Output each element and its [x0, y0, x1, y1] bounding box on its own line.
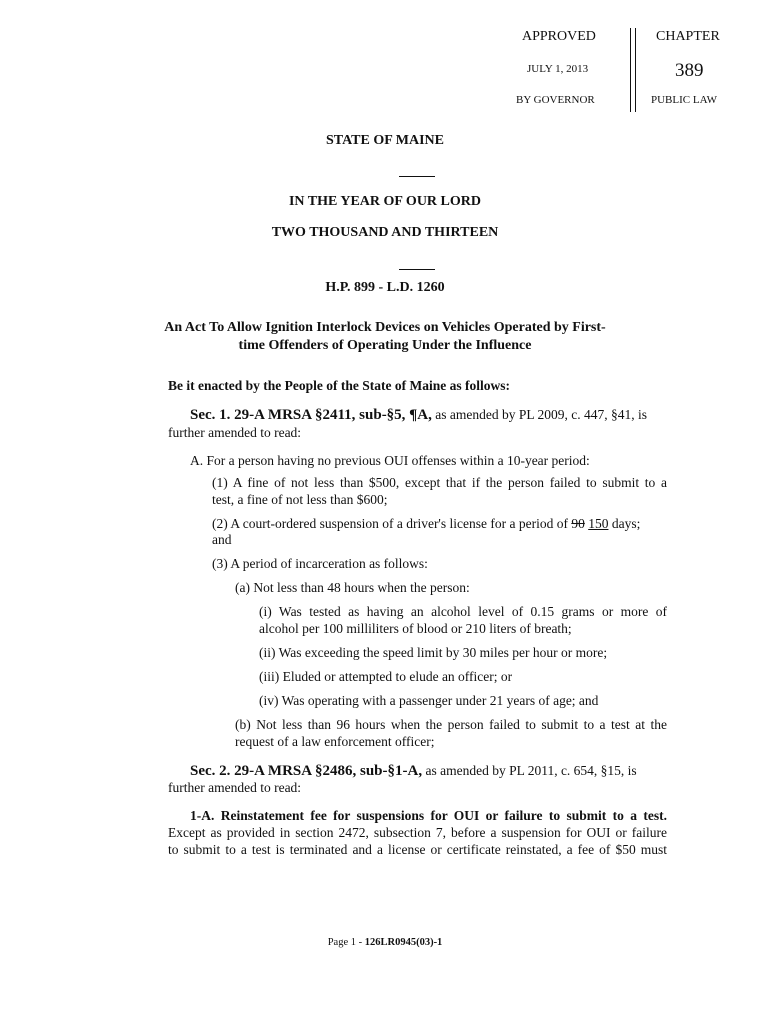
page-footer	[0, 937, 770, 948]
page-number: Page 1 -	[327, 937, 365, 948]
item-2-text: (2) A court-ordered suspension of a driver's license for a period of	[212, 516, 572, 531]
chapter-label: CHAPTER	[656, 29, 720, 44]
section-2-citation: Sec. 2. 29-A MRSA §2486, sub-§1-A,	[190, 763, 423, 779]
document-code: 126LR0945(03)-1	[364, 937, 443, 948]
approval-date: JULY 1, 2013	[527, 63, 589, 75]
section-1-amendment: as amended by PL 2009, c. 447, §41, is	[431, 407, 647, 422]
year-line-1: IN THE YEAR OF OUR LORD	[288, 194, 481, 209]
approved-label: APPROVED	[522, 29, 596, 44]
subitem-b-line-1: (b) Not less than 96 hours when the person failed to submit to a test at the	[235, 717, 667, 732]
title-divider-2	[399, 269, 435, 270]
item-2-line-1	[212, 515, 667, 532]
chapter-number: 389	[675, 60, 704, 81]
paragraph-1a-heading: 1-A. Reinstatement fee for suspensions for OUI or failure to submit to a test.	[190, 808, 667, 823]
paragraph-a: A. For a person having no previous OUI offenses within a 10-year period:	[190, 453, 590, 468]
section-1-citation: Sec. 1. 29-A MRSA §2411, sub-§5, ¶A,	[190, 407, 432, 423]
approved-by: BY GOVERNOR	[516, 94, 595, 106]
paragraph-1a-line-2: Except as provided in section 2472, subsection 7, before a suspension for OUI or failure	[168, 825, 667, 840]
item-1-line-1: (1) A fine of not less than $500, except that if the person failed to submit to a	[212, 475, 667, 490]
subitem-iv: (iv) Was operating with a passenger under 21 years of age; and	[259, 693, 599, 708]
section-2-line-2: further amended to read:	[168, 780, 302, 795]
deleted-text: 90	[571, 516, 585, 531]
subitem-ii: (ii) Was exceeding the speed limit by 30 miles per hour or more;	[259, 645, 608, 660]
subitem-a: (a) Not less than 48 hours when the person:	[235, 580, 470, 595]
item-1-line-2: test, a fine of not less than $600;	[212, 492, 388, 507]
header-divider-right	[635, 28, 636, 112]
paragraph-1a-line-3: to submit to a test is terminated and a license or certificate reinstated, a fee of $50 must	[168, 842, 667, 857]
item-3: (3) A period of incarceration as follows:	[212, 556, 428, 571]
subitem-i-line-2: alcohol per 100 milliliters of blood or 210 liters of breath;	[259, 621, 572, 636]
header-divider-left	[630, 28, 631, 112]
inserted-text: 150	[588, 516, 609, 531]
item-2-line-2: and	[212, 532, 232, 547]
subitem-iii: (iii) Eluded or attempted to elude an officer; or	[259, 669, 513, 684]
act-title-line-2: time Offenders of Operating Under the Influence	[238, 338, 532, 353]
state-title: STATE OF MAINE	[326, 133, 444, 148]
year-line-2: TWO THOUSAND AND THIRTEEN	[271, 225, 499, 240]
enacting-clause: Be it enacted by the People of the State of Maine as follows:	[168, 378, 510, 393]
act-title-line-1: An Act To Allow Ignition Interlock Devices on Vehicles Operated by First-	[164, 320, 606, 335]
section-1-line-2: further amended to read:	[168, 425, 302, 440]
subitem-i-line-1: (i) Was tested as having an alcohol level of 0.15 grams or more of	[259, 604, 667, 619]
section-1-heading	[190, 406, 667, 424]
item-2-suffix: days;	[608, 516, 641, 531]
bill-number: H.P. 899 - L.D. 1260	[325, 280, 445, 295]
section-2-amendment: as amended by PL 2011, c. 654, §15, is	[422, 763, 637, 778]
law-type: PUBLIC LAW	[651, 94, 718, 106]
section-2-heading	[190, 762, 667, 780]
title-divider-1	[399, 176, 435, 177]
subitem-b-line-2: request of a law enforcement officer;	[235, 734, 435, 749]
